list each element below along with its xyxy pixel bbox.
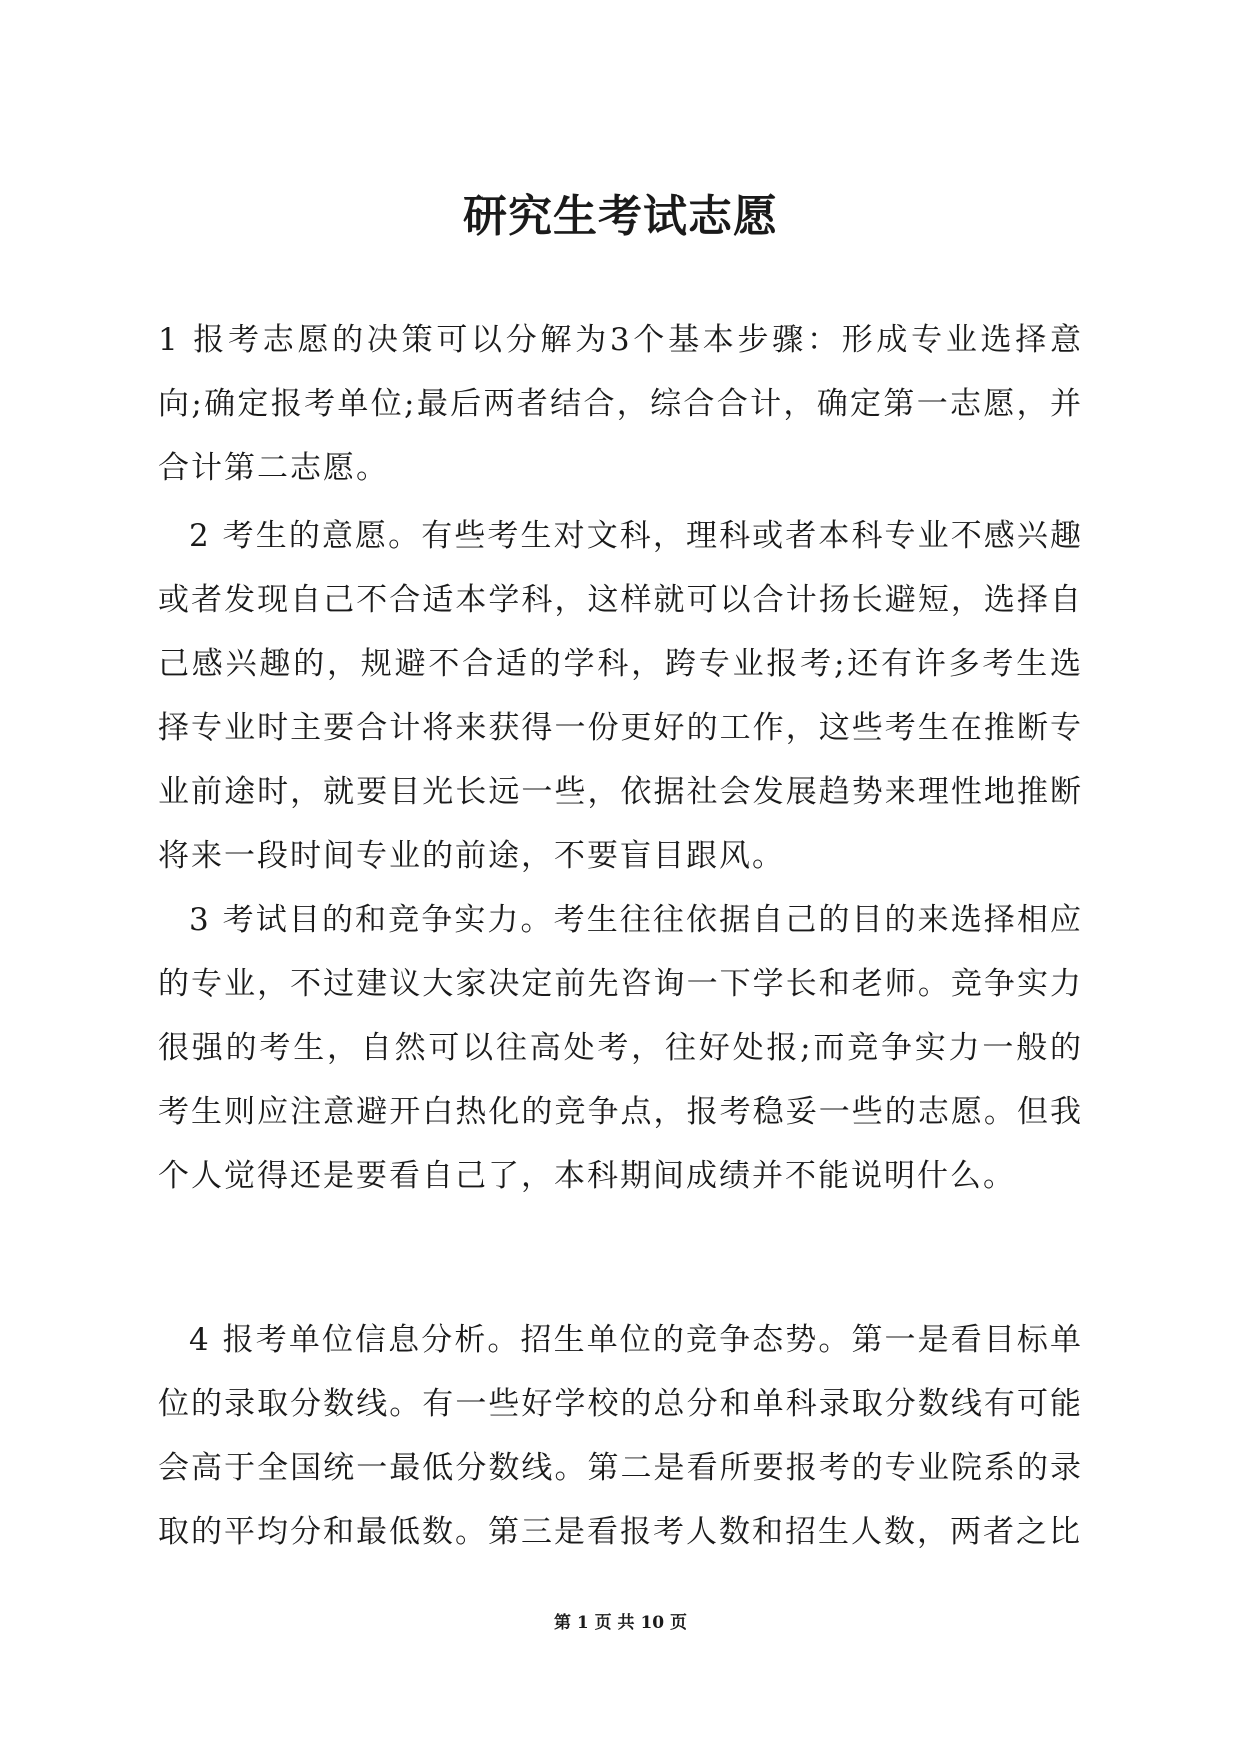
paragraph-4: 4 报考单位信息分析。招生单位的竞争态势。第一是看目标单位的录取分数线。有一些好学校的总分和单科录取分数线有可能会高于全国统一最低分数线。第二是看所要报考的专业院系的录取的平均分和最低数。第三是看报考人数和招生人数，两者之比 [158,1322,1083,1550]
paragraph-2: 2 考生的意愿。有些考生对文科，理科或者本科专业不感兴趣或者发现自己不合适本学科，这样就可以合计扬长避短，选择自己感兴趣的，规避不合适的学科，跨专业报考;还有许多考生选择专业时主要合计将来获得一份更好的工作，这些考生在推断专业前途时，就要目光长远一些，依据社会发展趋势来理性地推断将来一段时间专业的前途，不要盲目跟风。 [158,518,1083,874]
paragraph-1: 1 报考志愿的决策可以分解为3个基本步骤：形成专业选择意向;确定报考单位;最后两者结合，综合合计，确定第一志愿，并合计第二志愿。 [158,322,1083,486]
page-title: 研究生考试志愿 [463,191,778,242]
page-number-footer: 第 1 页 共 10 页 [553,1613,688,1633]
paragraph-3: 3 考试目的和竞争实力。考生往往依据自己的目的来选择相应的专业，不过建议大家决定前先咨询一下学长和老师。竞争实力很强的考生，自然可以往高处考，往好处报;而竞争实力一般的考生则应注意避开白热化的竞争点，报考稳妥一些的志愿。但我个人觉得还是要看自己了，本科期间成绩并不能说明什么。 [158,902,1083,1194]
